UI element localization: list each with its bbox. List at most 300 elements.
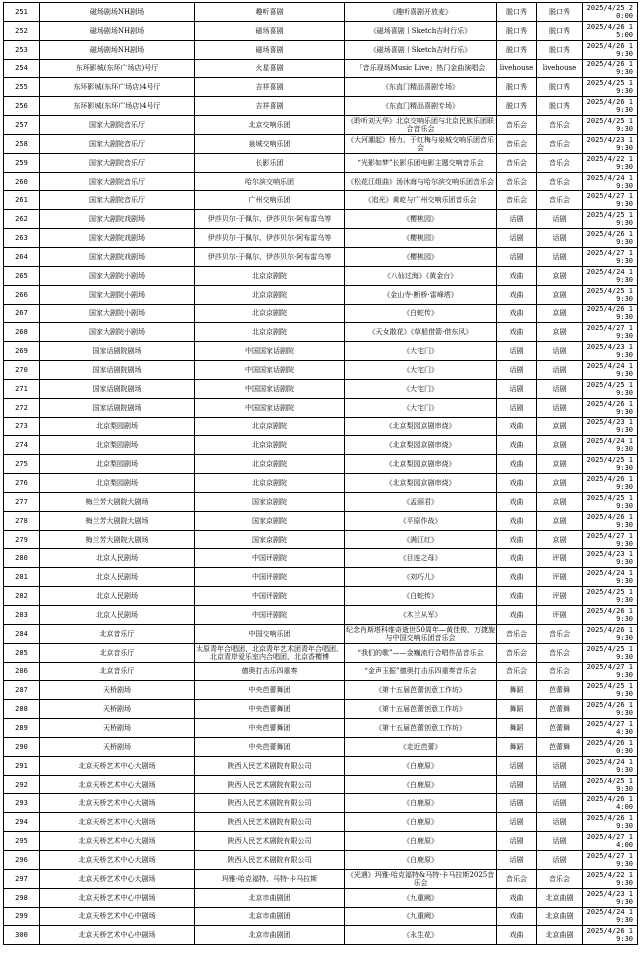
table-row (4, 662, 638, 681)
performer-cell: 陕西人民艺术剧院有限公司 (195, 756, 345, 775)
performer-cell: 北京市曲剧团 (195, 907, 345, 926)
venue-cell: 国家大剧院音乐厅 (40, 153, 195, 172)
performer-cell: 北京京剧院 (195, 436, 345, 455)
row-number-cell: 293 (4, 794, 40, 813)
performer-cell: 磁场喜剧 (195, 21, 345, 40)
program-title-cell: 《大宅门》 (345, 361, 497, 380)
row-number-cell: 253 (4, 40, 40, 59)
category-cell: 脱口秀 (497, 21, 537, 40)
date-time-cell: 2025/4/27 14:30 (583, 719, 638, 738)
genre-cell: 话剧 (537, 379, 583, 398)
program-title-cell: 《八仙过海》《黄金台》 (345, 266, 497, 285)
program-title-cell: 《樱桃园》 (345, 247, 497, 266)
performer-cell: 哈尔滨交响乐团 (195, 172, 345, 191)
genre-cell: 京剧 (537, 511, 583, 530)
table-row (4, 229, 638, 248)
row-number-cell: 300 (4, 926, 40, 945)
genre-cell: 评剧 (537, 549, 583, 568)
venue-cell: 北京天桥艺术中心大剧场 (40, 832, 195, 851)
date-time-cell: 2025/4/26 19:30 (583, 813, 638, 832)
date-time-cell: 2025/4/27 19:30 (583, 247, 638, 266)
row-number-cell: 292 (4, 775, 40, 794)
row-number-cell: 291 (4, 756, 40, 775)
date-time-cell: 2025/4/26 19:30 (583, 398, 638, 417)
program-title-cell: 《刘巧儿》 (345, 568, 497, 587)
date-time-cell: 2025/4/26 19:30 (583, 606, 638, 625)
category-cell: 音乐会 (497, 116, 537, 135)
genre-cell: 音乐会 (537, 662, 583, 681)
venue-cell: 天桥剧场 (40, 719, 195, 738)
genre-cell: 话剧 (537, 850, 583, 869)
genre-cell: 音乐会 (537, 624, 583, 643)
date-time-cell: 2025/4/24 19:30 (583, 436, 638, 455)
program-title-cell: 《松花江组曲》汤沐海与哈尔滨交响乐团音乐会 (345, 172, 497, 191)
date-time-cell: 2025/4/25 19:30 (583, 587, 638, 606)
date-time-cell: 2025/4/25 19:30 (583, 379, 638, 398)
program-title-cell: 《走近芭蕾》 (345, 737, 497, 756)
row-number-cell: 278 (4, 511, 40, 530)
genre-cell: 音乐会 (537, 869, 583, 888)
category-cell: 戏曲 (497, 285, 537, 304)
venue-cell: 国家大剧院小剧场 (40, 304, 195, 323)
row-number-cell: 260 (4, 172, 40, 191)
program-title-cell: 《光遇》玛雅·哈克福特&马特·卡马拉斯2025音乐会 (345, 869, 497, 888)
performer-cell: 中央芭蕾舞团 (195, 700, 345, 719)
category-cell: 舞蹈 (497, 719, 537, 738)
date-time-cell: 2025/4/25 19:30 (583, 643, 638, 662)
category-cell: 话剧 (497, 832, 537, 851)
program-title-cell: “我们的歌”——金巍流行合唱作品音乐会 (345, 643, 497, 662)
genre-cell: 评剧 (537, 587, 583, 606)
genre-cell: 话剧 (537, 210, 583, 229)
date-time-cell: 2025/4/26 19:30 (583, 304, 638, 323)
category-cell: 戏曲 (497, 568, 537, 587)
program-title-cell: 《白鹿原》 (345, 775, 497, 794)
venue-cell: 北京天桥艺术中心大剧场 (40, 850, 195, 869)
table-row (4, 247, 638, 266)
table-row (4, 210, 638, 229)
program-title-cell: 《金山寺·断桥·雷峰塔》 (345, 285, 497, 304)
program-title-cell: 《大宅门》 (345, 379, 497, 398)
performer-cell: 陕西人民艺术剧院有限公司 (195, 832, 345, 851)
table-row (4, 624, 638, 643)
program-title-cell: 《第十五届芭蕾创意工作坊》 (345, 700, 497, 719)
row-number-cell: 276 (4, 474, 40, 493)
table-row (4, 398, 638, 417)
program-title-cell: 《平原作战》 (345, 511, 497, 530)
date-time-cell: 2025/4/27 14:00 (583, 832, 638, 851)
table-row (4, 342, 638, 361)
date-time-cell: 2025/4/25 19:30 (583, 78, 638, 97)
program-title-cell: 《永生花》 (345, 926, 497, 945)
performer-cell: 长影乐团 (195, 153, 345, 172)
category-cell: 话剧 (497, 361, 537, 380)
venue-cell: 国家大剧院戏剧场 (40, 210, 195, 229)
table-row (4, 869, 638, 888)
category-cell: 音乐会 (497, 624, 537, 643)
table-row (4, 285, 638, 304)
table-row (4, 719, 638, 738)
table-row (4, 549, 638, 568)
venue-cell: 国家大剧院小剧场 (40, 285, 195, 304)
program-title-cell: 《白鹿原》 (345, 794, 497, 813)
category-cell: 戏曲 (497, 530, 537, 549)
category-cell: 脱口秀 (497, 78, 537, 97)
category-cell: 音乐会 (497, 662, 537, 681)
performer-cell: 北京京剧院 (195, 417, 345, 436)
performer-cell: 太原青年合唱团、北京青年艺术团青年合唱团、北京青岸爱乐室内合唱团、北京香樱博 (196, 644, 343, 661)
category-cell: 音乐会 (497, 172, 537, 191)
category-cell: 舞蹈 (497, 681, 537, 700)
genre-cell: 评剧 (537, 568, 583, 587)
genre-cell: 话剧 (537, 361, 583, 380)
row-number-cell: 286 (4, 662, 40, 681)
category-cell: 戏曲 (497, 587, 537, 606)
venue-cell: 东环影城(东环广场店)4号厅 (40, 78, 195, 97)
category-cell: 话剧 (497, 342, 537, 361)
venue-cell: 国家大剧院戏剧场 (40, 247, 195, 266)
performer-cell: 中央芭蕾舞团 (195, 681, 345, 700)
performer-cell: 玛雅·哈克福特、马特·卡马拉斯 (195, 869, 345, 888)
performer-cell: 中国国家话剧院 (195, 379, 345, 398)
table-row (4, 587, 638, 606)
date-time-cell: 2025/4/24 19:30 (583, 361, 638, 380)
performer-cell: 北京京剧院 (195, 455, 345, 474)
category-cell: 话剧 (497, 794, 537, 813)
performer-cell: 北京京剧院 (195, 304, 345, 323)
category-cell: 话剧 (497, 775, 537, 794)
performer-cell: 国家京剧院 (195, 530, 345, 549)
venue-cell: 北京天桥艺术中心大剧场 (40, 813, 195, 832)
table-row (4, 97, 638, 116)
genre-cell: 脱口秀 (537, 21, 583, 40)
date-time-cell: 2025/4/25 19:30 (583, 455, 638, 474)
row-number-cell: 284 (4, 624, 40, 643)
genre-cell: 话剧 (537, 832, 583, 851)
venue-cell: 国家大剧院小剧场 (40, 266, 195, 285)
venue-cell: 北京梨园剧场 (40, 436, 195, 455)
category-cell: 音乐会 (497, 643, 537, 662)
table-row (4, 794, 638, 813)
row-number-cell: 289 (4, 719, 40, 738)
date-time-cell: 2025/4/26 19:30 (583, 40, 638, 59)
date-time-cell: 2025/4/24 19:30 (583, 756, 638, 775)
venue-cell: 北京天桥艺术中心大剧场 (40, 869, 195, 888)
row-number-cell: 256 (4, 97, 40, 116)
table-row (4, 737, 638, 756)
venue-cell: 北京天桥艺术中心大剧场 (40, 756, 195, 775)
category-cell: 话剧 (497, 229, 537, 248)
row-number-cell: 257 (4, 116, 40, 135)
date-time-cell: 2025/4/26 19:30 (583, 474, 638, 493)
category-cell: 话剧 (497, 210, 537, 229)
program-title-cell: 《北京梨园京剧串烧》 (345, 417, 497, 436)
venue-cell: 北京人民剧场 (40, 549, 195, 568)
genre-cell: 音乐会 (537, 172, 583, 191)
venue-cell: 北京梨园剧场 (40, 474, 195, 493)
date-time-cell: 2025/4/27 19:30 (583, 850, 638, 869)
genre-cell: 京剧 (537, 455, 583, 474)
program-title-cell: 《白鹿原》 (345, 813, 497, 832)
program-title-cell: 《木兰从军》 (345, 606, 497, 625)
performer-cell: 中央芭蕾舞团 (195, 719, 345, 738)
program-title-cell: 《大河潮起》杨力、于红梅与泉城交响乐团音乐会 (345, 134, 497, 153)
venue-cell: 东环影城(东环广场店)4号厅 (40, 97, 195, 116)
venue-cell: 东环影城(东环广场店)号厅 (40, 59, 195, 78)
venue-cell: 天桥剧场 (40, 681, 195, 700)
venue-cell: 北京音乐厅 (40, 624, 195, 643)
category-cell: 脱口秀 (497, 3, 537, 22)
category-cell: 音乐会 (497, 153, 537, 172)
category-cell: 戏曲 (497, 492, 537, 511)
table-row (4, 21, 638, 40)
category-cell: 戏曲 (497, 907, 537, 926)
program-title-cell: “金声玉振”德奥打击乐四重奏音乐会 (345, 662, 497, 681)
performer-cell: 中国国家话剧院 (195, 361, 345, 380)
row-number-cell: 265 (4, 266, 40, 285)
row-number-cell: 266 (4, 285, 40, 304)
performer-cell: 中国国家话剧院 (195, 398, 345, 417)
table-row (4, 813, 638, 832)
venue-cell: 北京人民剧场 (40, 606, 195, 625)
date-time-cell: 2025/4/27 19:30 (583, 662, 638, 681)
performer-cell: 伊莎贝尔·于佩尔、伊莎贝尔·阿布雷乌等 (195, 229, 345, 248)
date-time-cell: 2025/4/25 19:30 (583, 285, 638, 304)
table-row (4, 511, 638, 530)
table-row (4, 153, 638, 172)
venue-cell: 北京天桥艺术中心中剧场 (40, 926, 195, 945)
genre-cell: 脱口秀 (537, 40, 583, 59)
venue-cell: 国家大剧院戏剧场 (40, 229, 195, 248)
category-cell: 话剧 (497, 379, 537, 398)
performer-cell: 北京市曲剧团 (195, 926, 345, 945)
table-row (4, 191, 638, 210)
venue-cell: 北京音乐厅 (40, 643, 195, 662)
program-title-cell: 《磁场喜剧丨Sketch吉时行乐》 (345, 21, 497, 40)
program-title-cell: 《满江红》 (345, 530, 497, 549)
date-time-cell: 2025/4/25 19:30 (583, 775, 638, 794)
date-time-cell: 2025/4/22 19:30 (583, 869, 638, 888)
table-row (4, 850, 638, 869)
table-row (4, 172, 638, 191)
performer-cell: 火星喜剧 (195, 59, 345, 78)
venue-cell: 国家大剧院音乐厅 (40, 191, 195, 210)
performer-cell: 广州交响乐团 (195, 191, 345, 210)
venue-cell: 国家大剧院小剧场 (40, 323, 195, 342)
category-cell: 话剧 (497, 247, 537, 266)
genre-cell: 北京曲剧 (537, 907, 583, 926)
row-number-cell: 274 (4, 436, 40, 455)
venue-cell: 梅兰芳大剧院大剧场 (40, 492, 195, 511)
category-cell: 戏曲 (497, 304, 537, 323)
program-title-cell: 「音乐现场Music Live」热门金曲演唱会 (345, 59, 497, 78)
venue-cell: 磁场剧场NH剧场 (40, 3, 195, 22)
row-number-cell: 281 (4, 568, 40, 587)
row-number-cell: 251 (4, 3, 40, 22)
venue-cell: 国家大剧院音乐厅 (40, 116, 195, 135)
date-time-cell: 2025/4/26 10:30 (583, 737, 638, 756)
program-title-cell: 《孟丽君》 (345, 492, 497, 511)
category-cell: 舞蹈 (497, 737, 537, 756)
program-title-cell: 《第十五届芭蕾创意工作坊》 (345, 681, 497, 700)
row-number-cell: 287 (4, 681, 40, 700)
venue-cell: 国家话剧院剧场 (40, 398, 195, 417)
row-number-cell: 282 (4, 587, 40, 606)
venue-cell: 国家大剧院音乐厅 (40, 134, 195, 153)
genre-cell: 京剧 (537, 474, 583, 493)
venue-cell: 国家大剧院音乐厅 (40, 172, 195, 191)
performer-cell: 中国交响乐团 (195, 624, 345, 643)
table-row (4, 78, 638, 97)
row-number-cell: 277 (4, 492, 40, 511)
genre-cell: 话剧 (537, 794, 583, 813)
genre-cell: 音乐会 (537, 191, 583, 210)
category-cell: 脱口秀 (497, 40, 537, 59)
table-row (4, 116, 638, 135)
table-row (4, 436, 638, 455)
program-title-cell: 《九重阙》 (345, 888, 497, 907)
row-number-cell: 268 (4, 323, 40, 342)
venue-cell: 天桥剧场 (40, 700, 195, 719)
table-row (4, 474, 638, 493)
venue-cell: 磁场剧场NH剧场 (40, 40, 195, 59)
genre-cell: 芭蕾舞 (537, 719, 583, 738)
venue-cell: 北京音乐厅 (40, 662, 195, 681)
category-cell: 戏曲 (497, 474, 537, 493)
category-cell: 音乐会 (497, 191, 537, 210)
program-title-cell: 《聆听刘天华》北京交响乐团与北京民族乐团联合音乐会 (345, 116, 497, 135)
date-time-cell: 2025/4/24 19:30 (583, 172, 638, 191)
performer-cell: 伊莎贝尔·于佩尔、伊莎贝尔·阿布雷乌等 (195, 210, 345, 229)
genre-cell: 京剧 (537, 530, 583, 549)
date-time-cell: 2025/4/25 19:30 (583, 210, 638, 229)
table-row (4, 926, 638, 945)
table-row (4, 756, 638, 775)
row-number-cell: 283 (4, 606, 40, 625)
performer-cell: 磁场喜剧 (195, 40, 345, 59)
category-cell: livehouse (497, 59, 537, 78)
performer-cell: 中国评剧院 (195, 587, 345, 606)
date-time-cell: 2025/4/27 19:30 (583, 191, 638, 210)
date-time-cell: 2025/4/25 20:00 (583, 3, 638, 22)
performer-cell: 陕西人民艺术剧院有限公司 (195, 850, 345, 869)
venue-cell: 北京天桥艺术中心中剧场 (40, 907, 195, 926)
program-title-cell: 《天女散花》《草船借箭·借东风》 (345, 323, 497, 342)
performer-cell: 北京京剧院 (195, 266, 345, 285)
table-row (4, 907, 638, 926)
date-time-cell: 2025/4/23 19:30 (583, 134, 638, 153)
table-row (4, 530, 638, 549)
genre-cell: 音乐会 (537, 116, 583, 135)
program-title-cell: 《北京梨园京剧串烧》 (345, 436, 497, 455)
date-time-cell: 2025/4/25 19:30 (583, 492, 638, 511)
performer-cell: 德奥打击乐四重奏 (195, 662, 345, 681)
date-time-cell: 2025/4/26 19:30 (583, 700, 638, 719)
venue-cell: 北京梨园剧场 (40, 455, 195, 474)
genre-cell: 音乐会 (537, 643, 583, 662)
date-time-cell: 2025/4/26 19:30 (583, 624, 638, 643)
genre-cell: 话剧 (537, 398, 583, 417)
row-number-cell: 264 (4, 247, 40, 266)
performer-cell: 吉祥喜剧 (195, 97, 345, 116)
venue-cell: 天桥剧场 (40, 737, 195, 756)
category-cell: 戏曲 (497, 926, 537, 945)
category-cell: 音乐会 (497, 869, 537, 888)
category-cell: 话剧 (497, 813, 537, 832)
table-row (4, 888, 638, 907)
date-time-cell: 2025/4/23 19:30 (583, 549, 638, 568)
table-row (4, 134, 638, 153)
category-cell: 戏曲 (497, 549, 537, 568)
row-number-cell: 269 (4, 342, 40, 361)
performer-cell: 北京交响乐团 (195, 116, 345, 135)
table-row (4, 379, 638, 398)
venue-cell: 北京天桥艺术中心中剧场 (40, 888, 195, 907)
date-time-cell: 2025/4/27 19:30 (583, 323, 638, 342)
venue-cell: 北京天桥艺术中心大剧场 (40, 794, 195, 813)
date-time-cell: 2025/4/23 19:30 (583, 888, 638, 907)
table-row (4, 643, 638, 662)
genre-cell: 话剧 (537, 229, 583, 248)
genre-cell: 话剧 (537, 756, 583, 775)
category-cell: 戏曲 (497, 323, 537, 342)
program-title-cell: “光影如梦”长影乐团电影主题交响音乐会 (345, 153, 497, 172)
row-number-cell: 288 (4, 700, 40, 719)
program-title-cell: 《樱桃园》 (345, 210, 497, 229)
venue-cell: 梅兰芳大剧院大剧场 (40, 530, 195, 549)
genre-cell: 音乐会 (537, 153, 583, 172)
row-number-cell: 279 (4, 530, 40, 549)
performer-cell: 北京京剧院 (195, 285, 345, 304)
performer-cell: 陕西人民艺术剧院有限公司 (195, 813, 345, 832)
performer-cell: 泉城交响乐团 (195, 134, 345, 153)
genre-cell: 芭蕾舞 (537, 737, 583, 756)
row-number-cell: 290 (4, 737, 40, 756)
genre-cell: 脱口秀 (537, 97, 583, 116)
row-number-cell: 285 (4, 643, 40, 662)
category-cell: 脱口秀 (497, 97, 537, 116)
program-title-cell: 《白蛇传》 (345, 587, 497, 606)
genre-cell: 北京曲剧 (537, 926, 583, 945)
row-number-cell: 280 (4, 549, 40, 568)
row-number-cell: 255 (4, 78, 40, 97)
row-number-cell: 298 (4, 888, 40, 907)
performer-cell: 伊莎贝尔·于佩尔、伊莎贝尔·阿布雷乌等 (195, 247, 345, 266)
venue-cell: 国家话剧院剧场 (40, 379, 195, 398)
program-title-cell: 《北京梨园京剧串烧》 (345, 455, 497, 474)
genre-cell: 京剧 (537, 492, 583, 511)
venue-cell: 国家话剧院剧场 (40, 361, 195, 380)
venue-cell: 北京梨园剧场 (40, 417, 195, 436)
category-cell: 戏曲 (497, 417, 537, 436)
table-row (4, 266, 638, 285)
row-number-cell: 299 (4, 907, 40, 926)
program-title-cell: 《白鹿原》 (345, 850, 497, 869)
performer-cell: 中国评剧院 (195, 606, 345, 625)
date-time-cell: 2025/4/26 19:30 (583, 229, 638, 248)
row-number-cell: 258 (4, 134, 40, 153)
performer-cell: 吉祥喜剧 (195, 78, 345, 97)
genre-cell: 芭蕾舞 (537, 681, 583, 700)
category-cell: 戏曲 (497, 436, 537, 455)
date-time-cell: 2025/4/26 19:30 (583, 511, 638, 530)
date-time-cell: 2025/4/26 19:30 (583, 59, 638, 78)
category-cell: 戏曲 (497, 266, 537, 285)
category-cell: 舞蹈 (497, 700, 537, 719)
genre-cell: 京剧 (537, 417, 583, 436)
table-row (4, 832, 638, 851)
table-row (4, 568, 638, 587)
